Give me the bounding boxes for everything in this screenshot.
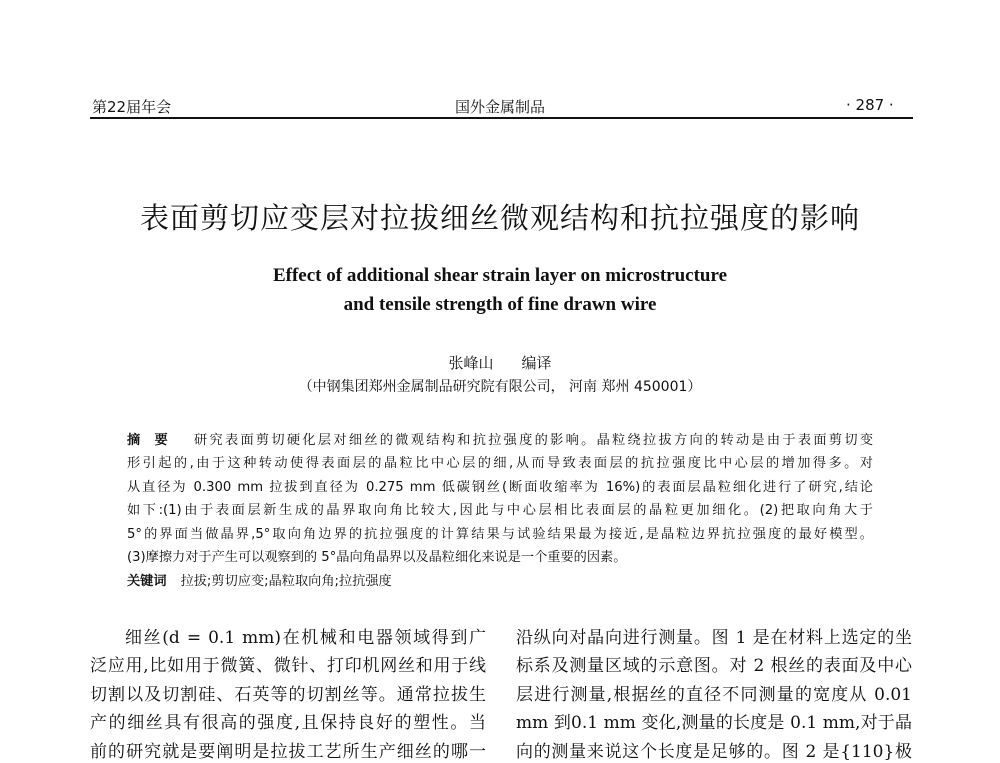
abstract-line [127, 432, 873, 450]
author-affiliation: （中钢集团郑州金属制品研究院有限公司， 河南 郑州 450001） [298, 379, 702, 395]
author-block [0, 352, 1000, 373]
body-right-line: 沿纵向对晶向进行测量。图 1 是在材料上选定的坐 [516, 628, 912, 648]
abstract-line: 如下:(1)由于表面层新生成的晶界取向角比较大,因此与中心层相比表面层的晶粒更加细化。(2)把取向角大于 [127, 503, 873, 518]
title-english-line-1: Effect of additional shear strain layer on microstructure [272, 265, 727, 286]
body-right-line: 向的测量来说这个长度是足够的。图 2 是{110}极 [516, 742, 912, 762]
body-left-line: 切割以及切割硅、石英等的切割丝等。通常拉拔生 [90, 685, 486, 705]
header-rule [90, 117, 913, 119]
body-left-line: 细丝(d = 0.1 mm)在机械和电器领域得到广 [125, 628, 486, 648]
title-english-line-2: and tensile strength of fine drawn wire [343, 294, 657, 315]
body-left-line: 产的细丝具有很高的强度,且保持良好的塑性。当 [90, 713, 486, 733]
abstract-line: 形引起的,由于这种转动使得表面层的晶粒比中心层的细,从而导致表面层的抗拉强度比中心层的增加得多。对 [127, 456, 873, 471]
abstract-line: (3)摩擦力对于产生可以观察到的 5°晶向角晶界以及晶粒细化来说是一个重要的因素。 [127, 550, 627, 565]
keywords-text: 拉拔;剪切应变;晶粒取向角;拉抗强度 [180, 574, 392, 589]
running-header-conference: 第22届年会 [92, 98, 172, 116]
keywords-label: 关键词 [127, 574, 167, 589]
body-right-line: 层进行测量,根据丝的直径不同测量的宽度从 0.01 [516, 685, 912, 705]
author-name: 张峰山 [448, 354, 494, 372]
keywords-line [127, 573, 873, 591]
abstract-line: 从直径为 0.300 mm 拉拔到直径为 0.275 mm 低碳钢丝(断面收缩率为 16%)的表面层晶粒细化进行了研究,结论 [127, 480, 873, 495]
title-chinese: 表面剪切应变层对拉拔细丝微观结构和抗拉强度的影响 [139, 201, 860, 235]
body-right-line: mm 到0.1 mm 变化,测量的长度是 0.1 mm,对于晶 [516, 713, 912, 733]
abstract-label: 摘要 [127, 433, 182, 448]
page-number: · 287 · [846, 96, 894, 114]
abstract-line: 5°的界面当做晶界,5°取向角边界的抗拉强度的计算结果与试验结果最为接近,是晶粒边界抗拉强度的最好模型。 [127, 527, 873, 542]
running-header-journal: 国外金属制品 [455, 98, 546, 116]
abstract-text: 研究表面剪切硬化层对细丝的微观结构和抗拉强度的影响。晶粒绕拉拔方向的转动是由于表面剪切变 [193, 433, 874, 448]
author-role: 编译 [521, 354, 552, 372]
body-left-line: 泛应用,比如用于微簧、微针、打印机网丝和用于线 [90, 656, 486, 676]
body-left-line: 前的研究就是要阐明是拉拔工艺所生产细丝的哪一 [90, 742, 486, 762]
body-right-line: 标系及测量区域的示意图。对 2 根丝的表面及中心 [516, 656, 912, 676]
